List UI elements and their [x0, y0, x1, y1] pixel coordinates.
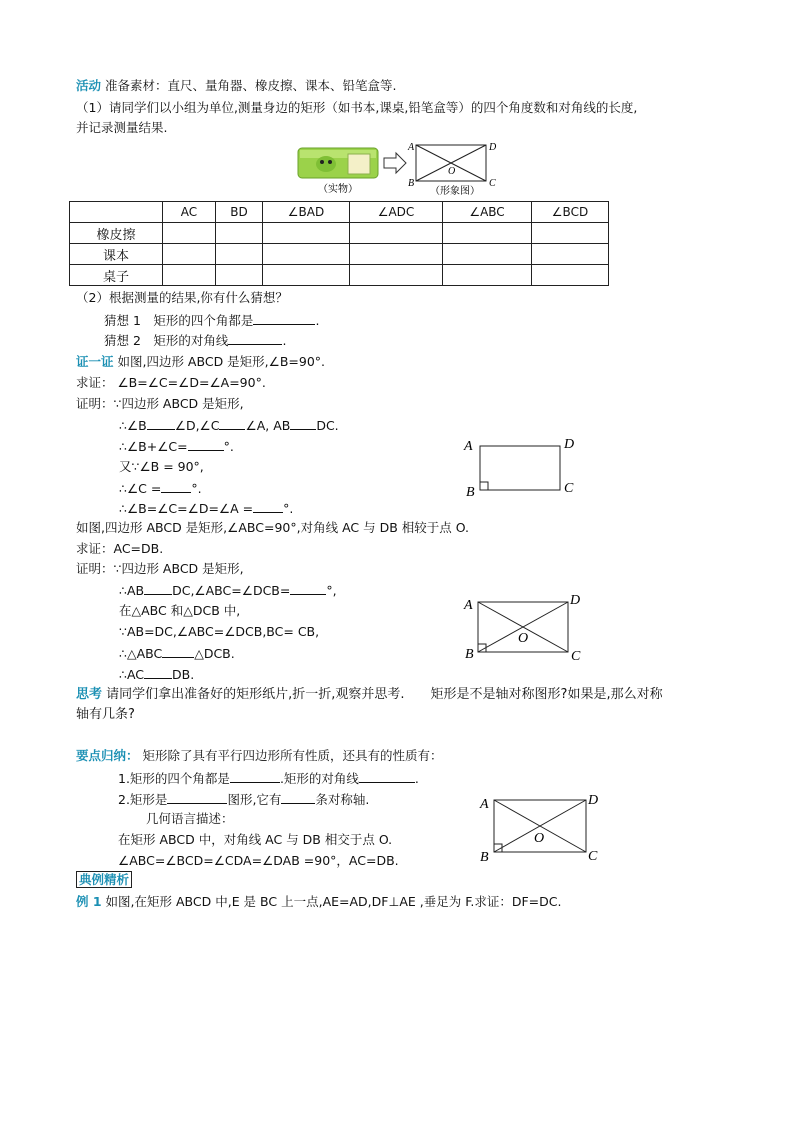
- label-C: C: [564, 481, 574, 496]
- table-cell[interactable]: [350, 265, 443, 286]
- example-section-label: 典例精析: [76, 871, 132, 888]
- task2-line: （2）根据测量的结果,你有什么猜想？: [76, 290, 288, 305]
- s1-a: ∴AB: [119, 583, 145, 598]
- label-O: O: [448, 166, 456, 177]
- task1-line2: 并记录测量结果.: [76, 120, 168, 135]
- blank[interactable]: [219, 417, 245, 430]
- proof1-step4: [119, 480, 202, 497]
- proof1-step5: [119, 500, 293, 517]
- p1-c: .: [414, 771, 419, 786]
- think-line: [76, 687, 663, 703]
- table-cell[interactable]: [263, 265, 350, 286]
- proof1-step1: [119, 417, 339, 434]
- summary-point1: [118, 770, 419, 787]
- row-label: 桌子: [70, 265, 163, 286]
- summary-geo: 几何语言描述：: [146, 811, 234, 826]
- guess1-blank[interactable]: [253, 312, 315, 325]
- s5-b: DB.: [172, 667, 195, 682]
- proof1-intro-line: [76, 354, 325, 370]
- blank[interactable]: [144, 582, 172, 595]
- table-row: [70, 244, 609, 265]
- proof-label: 证一证: [76, 354, 114, 369]
- table-cell[interactable]: [163, 223, 216, 244]
- table-header: ∠BAD: [263, 202, 350, 223]
- proof1-start: 证明：∵四边形 ABCD 是矩形,: [76, 396, 244, 411]
- guess1-line: [104, 312, 319, 329]
- label-D: D: [564, 437, 575, 452]
- activity-line: [76, 78, 396, 94]
- proof1-intro: 如图,四边形 ABCD 是矩形,∠B=90°.: [113, 354, 326, 369]
- example-line: [76, 894, 561, 910]
- task1-line1: （1）请同学们以小组为单位,测量身边的矩形（如书本,课桌,铅笔盒等）的四个角度数和对角线的长度,: [76, 100, 638, 115]
- s1-d: DC.: [316, 418, 339, 433]
- row-label: 课本: [70, 244, 163, 265]
- p2-c: 条对称轴.: [315, 792, 370, 807]
- schematic-caption: （形象图）: [430, 186, 480, 197]
- label-C: C: [571, 649, 581, 664]
- s4-b: △DCB.: [194, 646, 235, 661]
- s1-c: °,: [326, 583, 337, 598]
- blank[interactable]: [290, 582, 326, 595]
- table-cell[interactable]: [163, 244, 216, 265]
- table-header: [70, 202, 163, 223]
- s4-a: ∴△ABC: [119, 646, 163, 661]
- table-cell[interactable]: [163, 265, 216, 286]
- table-cell[interactable]: [532, 244, 609, 265]
- proof2-step5: [119, 666, 194, 683]
- label-A: A: [464, 598, 473, 613]
- table-cell[interactable]: [443, 244, 532, 265]
- table-cell[interactable]: [216, 223, 263, 244]
- label-A: A: [480, 797, 489, 812]
- table-header: BD: [216, 202, 263, 223]
- s1-b: DC,∠ABC=∠DCB=: [172, 583, 291, 598]
- guess1-text: 猜想 1 矩形的四个角都是: [104, 313, 254, 328]
- s4-a: ∴∠C =: [119, 481, 162, 496]
- table-header-row: [70, 202, 609, 223]
- s5-a: ∴∠B=∠C=∠D=∠A =: [119, 501, 254, 516]
- blank[interactable]: [188, 438, 224, 451]
- s2-b: °.: [223, 439, 234, 454]
- table-cell[interactable]: [216, 265, 263, 286]
- example-section-line: [76, 872, 132, 888]
- s5-b: °.: [283, 501, 294, 516]
- proof1-prove: 求证： ∠B=∠C=∠D=∠A=90°.: [76, 375, 266, 390]
- measurement-table: [69, 201, 609, 286]
- table-header: AC: [163, 202, 216, 223]
- example-text: 如图,在矩形 ABCD 中,E 是 BC 上一点,AE=AD,DF⊥AE ,垂足为 F.求证：DF=DC.: [101, 894, 562, 909]
- blank[interactable]: [253, 500, 283, 513]
- table-cell[interactable]: [532, 265, 609, 286]
- label-C: C: [489, 178, 496, 189]
- s1-c: ∠A, AB: [245, 418, 291, 433]
- blank[interactable]: [162, 645, 194, 658]
- summary-geo1: 在矩形 ABCD 中，对角线 AC 与 DB 相交于点 O.: [118, 832, 393, 847]
- label-D: D: [570, 593, 581, 608]
- think-label: 思考: [76, 687, 103, 702]
- guess2-text: 猜想 2 矩形的对角线: [104, 333, 229, 348]
- blank[interactable]: [359, 770, 415, 783]
- table-cell[interactable]: [532, 223, 609, 244]
- blank[interactable]: [161, 480, 191, 493]
- example-label: 例 1: [76, 894, 102, 909]
- rectangle-figure-3: [476, 790, 606, 864]
- table-cell[interactable]: [443, 223, 532, 244]
- blank[interactable]: [147, 417, 175, 430]
- proof2-step3: ∵AB=DC,∠ABC=∠DCB,BC= CB,: [119, 624, 320, 639]
- think-text: 请同学们拿出准备好的矩形纸片,折一折,观察并思考. 矩形是不是轴对称图形?如果是,那么对称: [102, 687, 663, 702]
- table-cell[interactable]: [263, 223, 350, 244]
- label-A: A: [408, 142, 415, 153]
- table-cell[interactable]: [443, 265, 532, 286]
- summary-line: [76, 748, 443, 764]
- p2-a: 2.矩形是: [118, 792, 168, 807]
- row-label: 橡皮擦: [70, 223, 163, 244]
- blank[interactable]: [281, 791, 315, 804]
- p2-b: 图形,它有: [227, 792, 282, 807]
- table-header: ∠ADC: [350, 202, 443, 223]
- proof2-start: 证明：∵四边形 ABCD 是矩形,: [76, 561, 244, 576]
- eraser-photo-image: [298, 148, 378, 178]
- proof2-step2: 在△ABC 和△DCB 中,: [119, 603, 241, 618]
- proof2-intro: 如图,四边形 ABCD 是矩形,∠ABC=90°,对角线 AC 与 DB 相较于点 O.: [76, 520, 470, 535]
- label-D: D: [588, 793, 599, 808]
- s1-a: ∴∠B: [119, 418, 147, 433]
- blank[interactable]: [230, 770, 280, 783]
- activity-label: 活动: [76, 78, 102, 93]
- proof1-step3: 又∵∠B = 90°,: [119, 459, 204, 474]
- s5-a: ∴AC: [119, 667, 145, 682]
- photo-caption: （实物）: [318, 184, 358, 195]
- label-B: B: [408, 178, 415, 189]
- proof2-prove: 求证：AC=DB.: [76, 541, 164, 556]
- blank[interactable]: [167, 791, 227, 804]
- summary-text: 矩形除了具有平行四边形所有性质，还具有的性质有：: [138, 748, 443, 763]
- proof2-step1: [119, 582, 337, 599]
- table-cell[interactable]: [216, 244, 263, 265]
- label-B: B: [480, 850, 489, 864]
- right-angle-mark: [480, 482, 488, 490]
- label-A: A: [464, 439, 473, 454]
- proof1-step2: [119, 438, 234, 455]
- summary-geo2: ∠ABC=∠BCD=∠CDA=∠DAB =90°，AC=DB.: [118, 853, 399, 868]
- summary-point2: [118, 791, 369, 808]
- table-cell[interactable]: [350, 223, 443, 244]
- rectangle-figure-2: [460, 590, 590, 666]
- label-B: B: [466, 485, 475, 500]
- guess2-end: .: [282, 333, 287, 348]
- p1-a: 1.矩形的四个角都是: [118, 771, 230, 786]
- s4-b: °.: [191, 481, 202, 496]
- table-header: ∠BCD: [532, 202, 609, 223]
- rectangle-abcd: [480, 446, 560, 490]
- arrow-icon: [384, 153, 406, 173]
- blank[interactable]: [144, 666, 172, 679]
- think-line2: 轴有几条?: [76, 707, 135, 722]
- table-row: [70, 265, 609, 286]
- label-B: B: [465, 647, 474, 662]
- table-cell[interactable]: [263, 244, 350, 265]
- guess1-end: .: [315, 313, 320, 328]
- activity-text: 准备素材：直尺、量角器、橡皮擦、课本、铅笔盒等.: [101, 78, 397, 93]
- label-C: C: [588, 849, 598, 864]
- table-header: ∠ABC: [443, 202, 532, 223]
- summary-label: 要点归纳：: [76, 748, 139, 763]
- proof2-step4: [119, 645, 235, 662]
- blank[interactable]: [290, 417, 316, 430]
- eraser-figure: [296, 140, 508, 198]
- label-O: O: [518, 631, 529, 646]
- table-cell[interactable]: [350, 244, 443, 265]
- label-D: D: [489, 142, 497, 153]
- p1-b: .矩形的对角线: [279, 771, 359, 786]
- guess2-blank[interactable]: [228, 332, 282, 345]
- rectangle-figure-1: [460, 434, 590, 500]
- guess2-line: [104, 332, 286, 349]
- s2-a: ∴∠B+∠C=: [119, 439, 188, 454]
- table-row: [70, 223, 609, 244]
- label-O: O: [534, 831, 545, 846]
- s1-b: ∠D,∠C: [174, 418, 220, 433]
